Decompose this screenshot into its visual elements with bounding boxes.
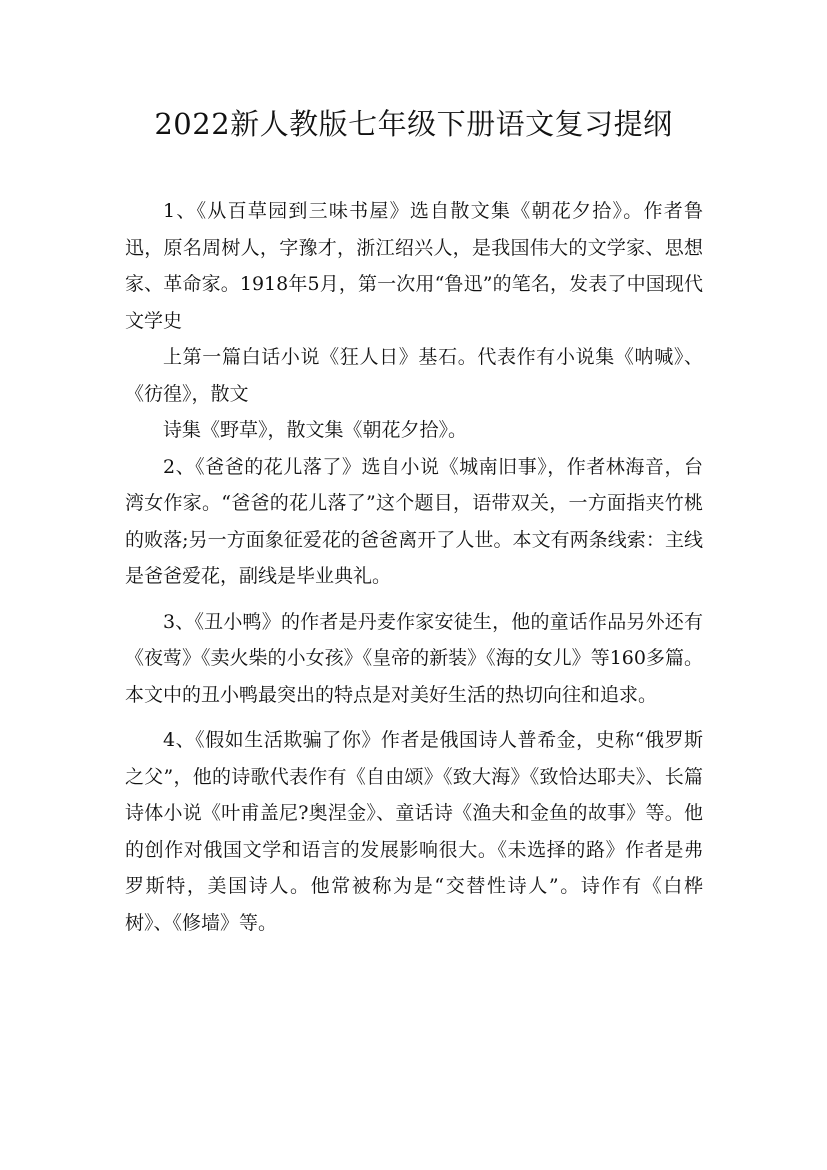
paragraph-3: 3、《丑小鸭》的作者是丹麦作家安徒生，他的童话作品另外还有《夜莺》《卖火柴的小女孩》《皇帝的新装》《海的女儿》等160多篇。本文中的丑小鸭最突出的特点是对美好生活的热切向往和追求。 — [125, 610, 703, 706]
paragraph-1-continuation-2: 诗集《野草》，散文集《朝花夕拾》。 — [163, 419, 468, 441]
paragraph-4: 4、《假如生活欺骗了你》作者是俄国诗人普希金，史称“俄罗斯之父”，他的诗歌代表作有《自由颂》《致大海》《致恰达耶夫》、长篇诗体小说《叶甫盖尼?奥涅金》、童话诗《渔夫和金鱼的故事》等。他的创作对俄国文学和语言的发展影响很大。《未选择的路》作者是弗罗斯特，美国诗人。他常被称为是“交替性诗人”。诗作有《白桦树》、《修墙》等。 — [125, 729, 703, 934]
document-title: 2022新人教版七年级下册语文复习提纲 — [154, 107, 673, 141]
paragraph-1: 1、《从百草园到三味书屋》选自散文集《朝花夕拾》。作者鲁迅，原名周树人，字豫才，浙江绍兴人，是我国伟大的文学家、思想家、革命家。1918年5月，第一次用“鲁迅”的笔名，发表了中国现代文学史 — [125, 200, 703, 332]
document-body — [125, 193, 703, 950]
paragraph-2: 2、《爸爸的花儿落了》选自小说《城南旧事》，作者林海音，台湾女作家。“爸爸的花儿落了”这个题目，语带双关，一方面指夹竹桃的败落;另一方面象征爱花的爸爸离开了人世。本文有两条线索：主线是爸爸爱花，副线是毕业典礼。 — [125, 455, 703, 587]
paragraph-1-continuation: 上第一篇白话小说《狂人日》基石。代表作有小说集《呐喊》、《彷徨》，散文 — [125, 346, 703, 405]
